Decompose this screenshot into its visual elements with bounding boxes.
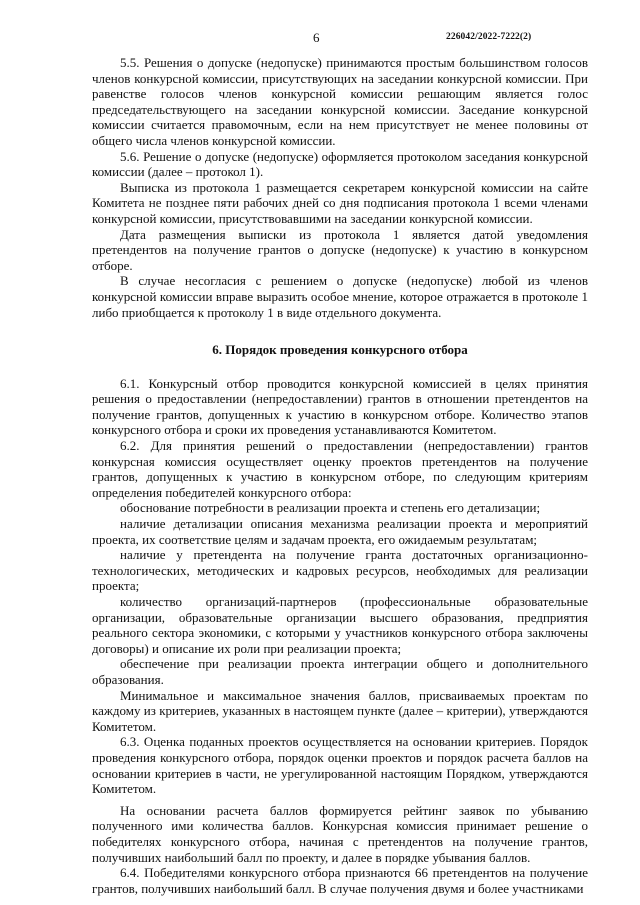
page-number: 6 [313, 30, 320, 45]
paragraph-scores: Минимальное и максимальное значения баллов, присваиваемых проектам по каждому из критериев, указанных в настоящем пункте (далее – критерии), утверждаются Комитетом. [92, 687, 588, 734]
criterion-item: обеспечение при реализации проекта интеграции общего и дополнительного образования. [92, 656, 588, 687]
paragraph-date: Дата размещения выписки из протокола 1 является датой уведомления претендентов на получение грантов о допуске (недопуске) к участию в конкурсном отборе. [92, 226, 588, 273]
criterion-item: обоснование потребности в реализации проекта и степень его детализации; [120, 500, 541, 516]
document-code: 226042/2022-7222(2) [446, 32, 532, 42]
section-heading: 6. Порядок проведения конкурсного отбора [212, 342, 468, 358]
paragraph-6-2: 6.2. Для принятия решений о предоставлении (непредоставлении) грантов конкурсная комиссия осуществляет оценку проектов претендентов на получение грантов, допущенных к участию в конкурсном отборе, по следующим критериям определения победителей конкурсного отбора: [92, 438, 588, 500]
paragraph-6-1: 6.1. Конкурсный отбор проводится конкурсной комиссией в целях принятия решения о предоставлении (непредоставлении) грантов в отношении претендентов на получение грантов, допущенных к участию в конкурсном отборе. Количество этапов конкурсного отбора и сроки их проведения устанавливаются Комитетом. [92, 375, 588, 438]
paragraph-6-4: 6.4. Победителями конкурсного отбора признаются 66 претендентов на получение грантов, получивших наибольший балл. В случае получения двумя и более участниками [92, 865, 588, 896]
paragraph-5-5: 5.5. Решения о допуске (недопуске) принимаются простым большинством голосов членов конкурсной комиссии, присутствующих на заседании конкурсной комиссии. При равенстве голосов членов конкурсной комиссии решающим является голос председательствующего на заседании конкурсной комиссии. Заседание конкурсной комиссии считается правомочным, если на нем присутствует не менее половины от общего числа членов конкурсной комиссии. [92, 55, 588, 148]
paragraph-disagreement: В случае несогласия с решением о допуске (недопуске) любой из членов конкурсной комиссии вправе выразить особое мнение, которое отражается в протоколе 1 либо приобщается к протоколу 1 в виде отдельного документа. [92, 273, 588, 320]
paragraph-5-6: 5.6. Решение о допуске (недопуске) оформляется протоколом заседания конкурсной комиссии (далее – протокол 1). [92, 148, 588, 180]
criterion-item: наличие детализации описания механизма реализации проекта и мероприятий проекта, их соответствие целям и задачам проекта, его ожидаемым результатам; [92, 516, 588, 547]
criterion-item: количество организаций-партнеров (профессиональные образовательные организации, образовательные организации высшего образования, предприятия реального сектора экономики, с которыми у участников конкурсного отбора заключены договоры) и описание их роли при реализации проекта; [92, 594, 588, 656]
paragraph-6-3: 6.3. Оценка поданных проектов осуществляется на основании критериев. Порядок проведения конкурсного отбора, порядок оценки проектов и порядок расчета баллов на основании критериев в части, не урегулированной настоящим Порядком, утверждаются Комитетом. [92, 734, 588, 797]
criterion-item: наличие у претендента на получение гранта достаточных организационно-технологических, методических и кадровых ресурсов, необходимых для реализации проекта; [92, 547, 588, 594]
paragraph-extract: Выписка из протокола 1 размещается секретарем конкурсной комиссии на сайте Комитета не позднее пяти рабочих дней со дня подписания протокола 1 всеми членами конкурсной комиссии, присутствовавшими на заседании конкурсной комиссии. [92, 179, 588, 226]
paragraph-rating: На основании расчета баллов формируется рейтинг заявок по убыванию полученного ими количества баллов. Конкурсная комиссия принимает решение о победителях конкурсного отбора, начиная с претендентов на получение грантов, получивших наибольший балл по проекту, и далее в порядке убывания баллов. [92, 802, 588, 865]
document-body [92, 55, 588, 896]
